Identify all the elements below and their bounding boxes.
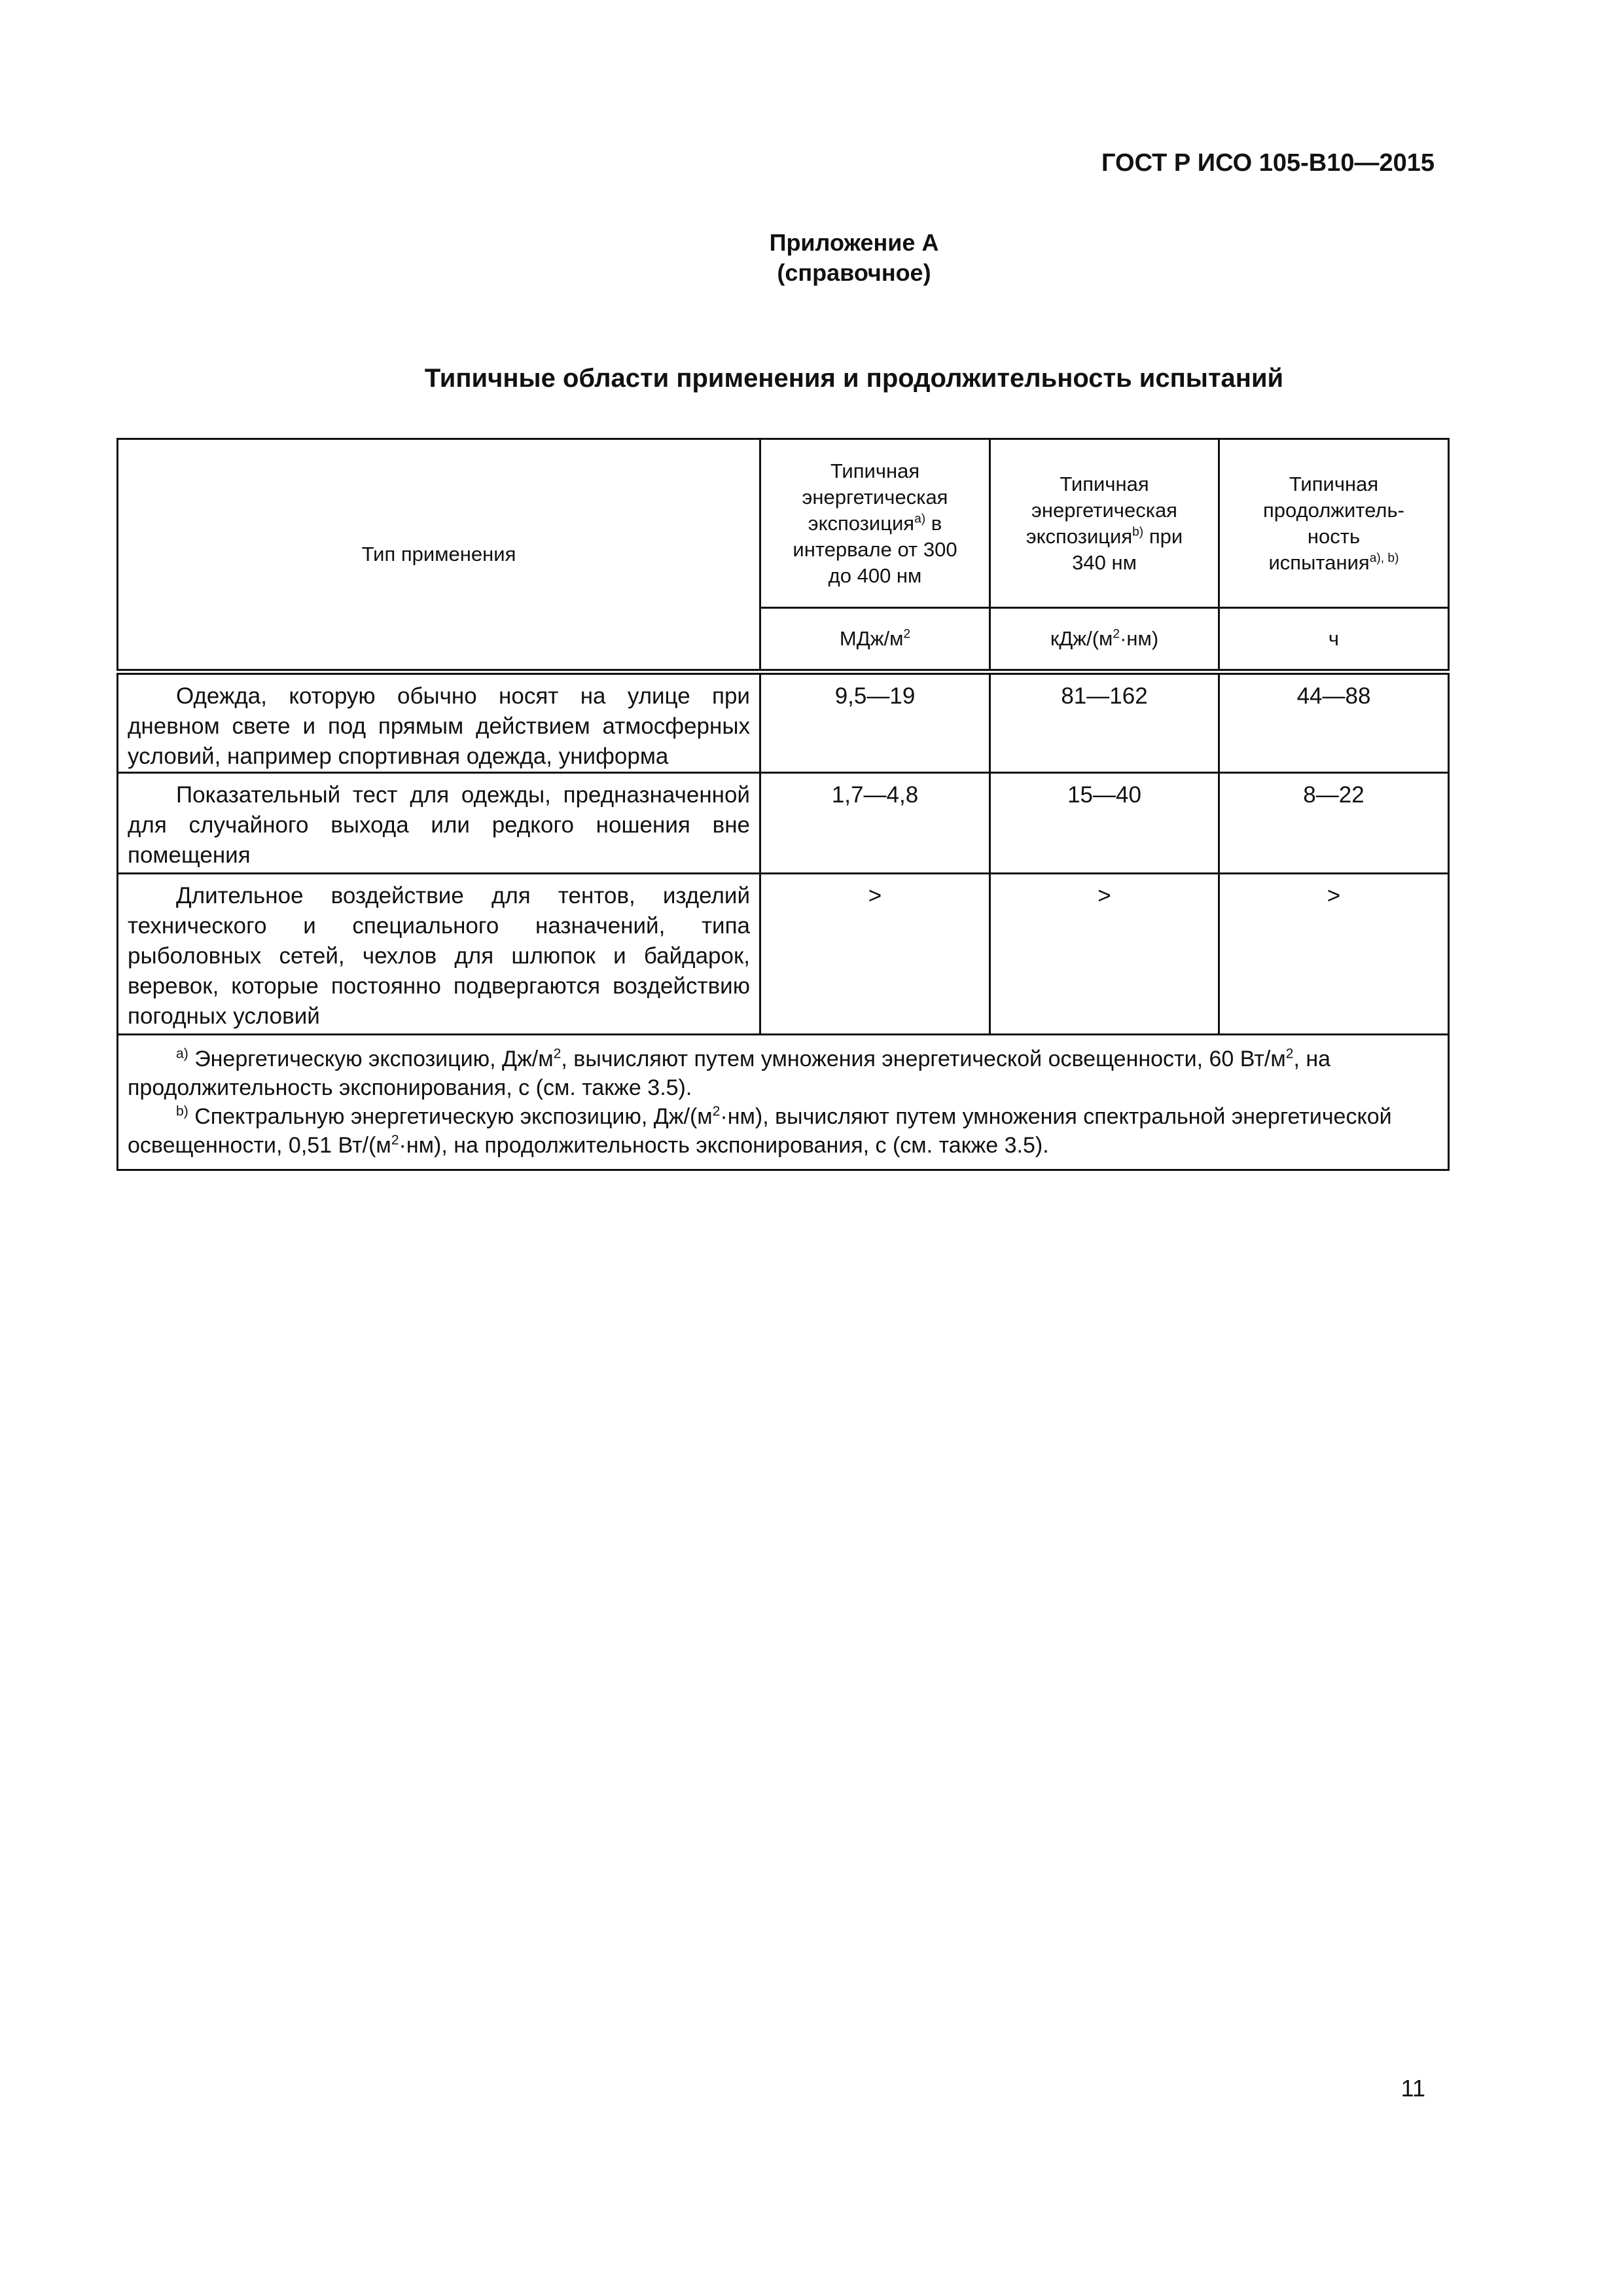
row-value-col3: 8—22	[1219, 773, 1449, 874]
row-value-col3: 44—88	[1219, 672, 1449, 773]
header-test-duration	[1219, 439, 1449, 608]
table-footnotes	[118, 1035, 1449, 1170]
header-col3-footnote-ref: a), b)	[1369, 551, 1399, 565]
footnote-b	[128, 1102, 1438, 1160]
footnote-a-text-a: Энергетическую экспозицию, Дж/м	[188, 1047, 554, 1071]
header-col2-line2: энергетическая	[1031, 498, 1177, 522]
unit-col2-text-a: кДж/(м	[1050, 627, 1113, 650]
footnote-b-sup1: 2	[712, 1103, 721, 1119]
header-application-type	[118, 439, 760, 672]
header-col3-line1: Типичная	[1289, 472, 1379, 495]
appendix-heading	[0, 228, 1623, 288]
table-row	[118, 874, 1449, 1035]
header-col2-line1: Типичная	[1060, 472, 1149, 495]
row-value-col1: >	[760, 874, 990, 1035]
footnote-b-sup2: 2	[391, 1132, 399, 1148]
header-col1-line3: экспозиция	[808, 511, 915, 535]
header-col1-line1: Типичная	[830, 459, 920, 482]
header-col2-line3: экспозиция	[1026, 524, 1133, 548]
unit-col1-text: МДж/м	[839, 627, 904, 650]
row-description: Длительное воздействие для тентов, изделий технического и специального назначений, типа рыболовных сетей, чехлов для шлюпок и байдарок, веревок, которые постоянно подвергаются воздействию погодных условий	[118, 874, 760, 1035]
header-col3-line2: продолжитель-	[1262, 498, 1404, 522]
row-value-col2: 15—40	[990, 773, 1219, 874]
footnote-a-text-b: , вычисляют путем умножения энергетической освещенности, 60 Вт/м	[561, 1047, 1286, 1071]
unit-col1-sup: 2	[903, 627, 911, 641]
header-application-type-label: Тип применения	[361, 543, 516, 565]
footnote-b-text-b: ·нм), вычисляют путем умножения спектральной энергетической освещенности, 0,51 Вт/(м	[128, 1104, 1392, 1158]
header-col1-line2: энергетическая	[802, 485, 948, 509]
row-value-col1: 9,5—19	[760, 672, 990, 773]
header-radiant-exposure-300-400	[760, 439, 990, 608]
row-value-col1: 1,7—4,8	[760, 773, 990, 874]
footnote-b-marker: b)	[176, 1103, 188, 1119]
footnote-a-sup1: 2	[553, 1046, 562, 1062]
table-row	[118, 773, 1449, 874]
header-col1-line3b: в	[925, 511, 942, 535]
row-description: Показательный тест для одежды, предназначенной для случайного выхода или редкого ношения вне помещения	[118, 773, 760, 874]
appendix-label: Приложение А	[769, 229, 939, 256]
table-title	[0, 364, 1623, 393]
row-description: Одежда, которую обычно носят на улице при дневном свете и под прямым действием атмосферных условий, например спортивная одежда, униформа	[118, 672, 760, 773]
header-col2-footnote-ref: b)	[1132, 525, 1144, 539]
header-col3-line4: испытания	[1268, 550, 1370, 574]
unit-col2-text-b: ·нм)	[1120, 627, 1159, 650]
standard-code: ГОСТ Р ИСО 105-В10—2015	[1101, 149, 1435, 177]
table-row	[118, 672, 1449, 773]
header-spectral-exposure-340	[990, 439, 1219, 608]
row-value-col2: 81—162	[990, 672, 1219, 773]
unit-col2	[990, 608, 1219, 672]
header-col3-line3: ность	[1307, 524, 1361, 548]
footnote-b-text-a: Спектральную энергетическую экспозицию, Дж/(м	[188, 1104, 713, 1129]
footnote-a	[128, 1045, 1438, 1102]
footnote-b-text-c: ·нм), на продолжительность экспонирования, с (см. также 3.5).	[399, 1133, 1049, 1158]
page-number: 11	[1400, 2075, 1425, 2102]
unit-col1	[760, 608, 990, 672]
header-col1-line5: до 400 нм	[828, 564, 922, 587]
appendix-type: (справочное)	[777, 259, 931, 286]
header-col1-line4: интервале от 300	[793, 537, 957, 561]
footnote-a-sup2: 2	[1285, 1046, 1294, 1062]
footnote-a-text-c: , на продолжительность экспонирования, с (см. также 3.5).	[128, 1047, 1331, 1100]
row-value-col3: >	[1219, 874, 1449, 1035]
unit-col2-sup: 2	[1113, 627, 1120, 641]
application-table	[116, 438, 1450, 1171]
footnote-a-marker: a)	[176, 1046, 188, 1062]
table-title-text: Типичные области применения и продолжительность испытаний	[424, 364, 1284, 393]
header-col1-footnote-ref: a)	[914, 512, 926, 526]
header-col2-line4: 340 нм	[1072, 550, 1137, 574]
unit-col3	[1219, 608, 1449, 672]
unit-col3-text: ч	[1328, 627, 1340, 650]
header-col2-line3b: при	[1143, 524, 1183, 548]
row-value-col2: >	[990, 874, 1219, 1035]
